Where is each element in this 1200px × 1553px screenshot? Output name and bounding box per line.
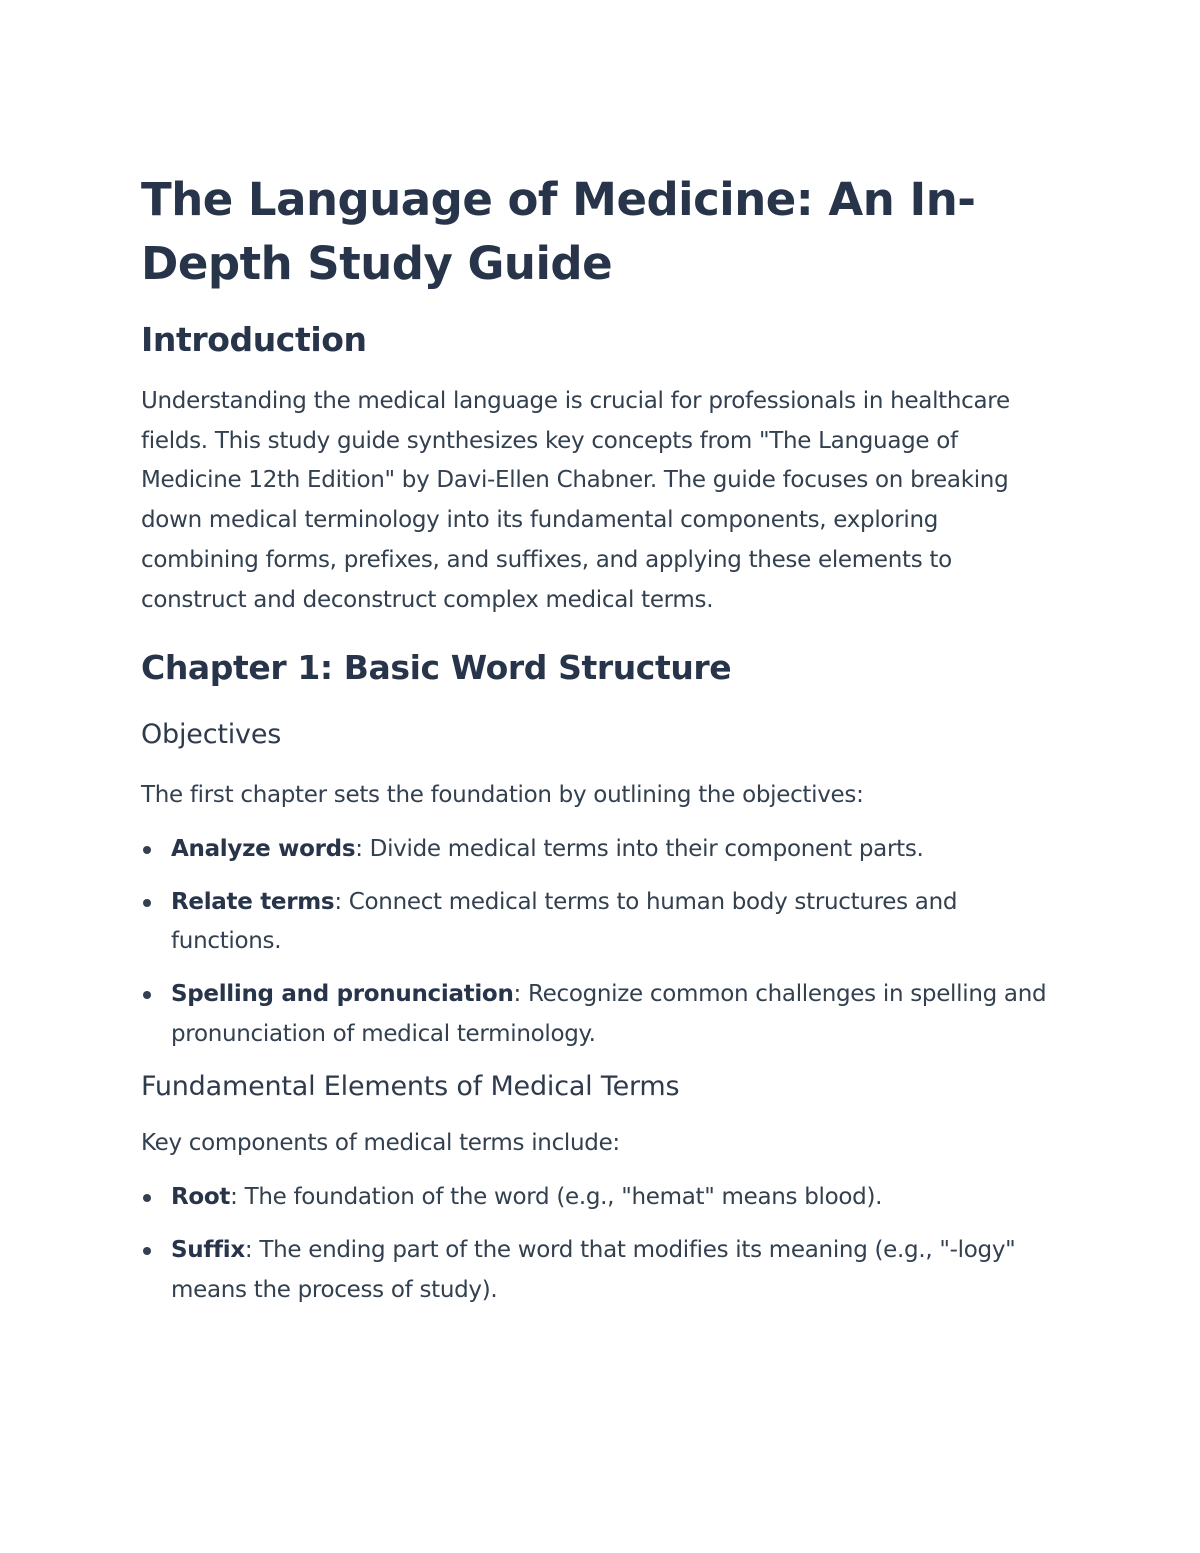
- introduction-paragraph: Understanding the medical language is crucial for professionals in healthcare fields. This study guide synthesizes key concepts from "The Language of Medicine 12th Edition" by Davi-Ellen Chabner. The guide focuses on breaking down medical terminology into its fundamental components, exploring combining forms, prefixes, and suffixes, and applying these elements to construct and deconstruct complex medical terms.: [141, 388, 1010, 613]
- fundamentals-intro: Key components of medical terms include:: [141, 1130, 620, 1157]
- document-title: The Language of Medicine: An In-Depth Study Guide: [141, 173, 976, 290]
- introduction-heading: Introduction: [141, 320, 367, 359]
- list-item-description: : Recognize common challenges in spelling and pronunciation of medical terminology.: [171, 981, 1047, 1047]
- document-page: [141, 168, 1051, 1310]
- chapter-1-heading: Chapter 1: Basic Word Structure: [141, 648, 732, 688]
- bullet-icon: [143, 1194, 151, 1202]
- list-item-term: Spelling and pronunciation: [171, 981, 514, 1008]
- objectives-intro: The first chapter sets the foundation by outlining the objectives:: [141, 782, 864, 809]
- objectives-heading: Objectives: [141, 719, 282, 751]
- list-item: [141, 1231, 1051, 1310]
- bullet-icon: [143, 846, 151, 854]
- list-item: [141, 1178, 1051, 1218]
- bullet-icon: [143, 899, 151, 907]
- list-item-description: : The foundation of the word (e.g., "hemat" means blood).: [230, 1184, 883, 1211]
- list-item-term: Root: [171, 1184, 231, 1211]
- fundamentals-heading: Fundamental Elements of Medical Terms: [141, 1071, 680, 1103]
- list-item: [141, 830, 1051, 870]
- bullet-icon: [143, 1247, 151, 1255]
- list-item: [141, 883, 1051, 962]
- fundamentals-list: [141, 1178, 1051, 1310]
- list-item: [141, 975, 1051, 1054]
- list-item-term: Suffix: [171, 1236, 245, 1263]
- list-item-term: Analyze words: [171, 835, 356, 862]
- list-item-term: Relate terms: [171, 888, 335, 915]
- objectives-list: [141, 830, 1051, 1055]
- list-item-description: : The ending part of the word that modifies its meaning (e.g., "-logy" means the process of study).: [171, 1236, 1016, 1303]
- bullet-icon: [143, 991, 151, 999]
- list-item-description: : Connect medical terms to human body structures and functions.: [171, 888, 958, 955]
- list-item-description: : Divide medical terms into their component parts.: [355, 835, 924, 862]
